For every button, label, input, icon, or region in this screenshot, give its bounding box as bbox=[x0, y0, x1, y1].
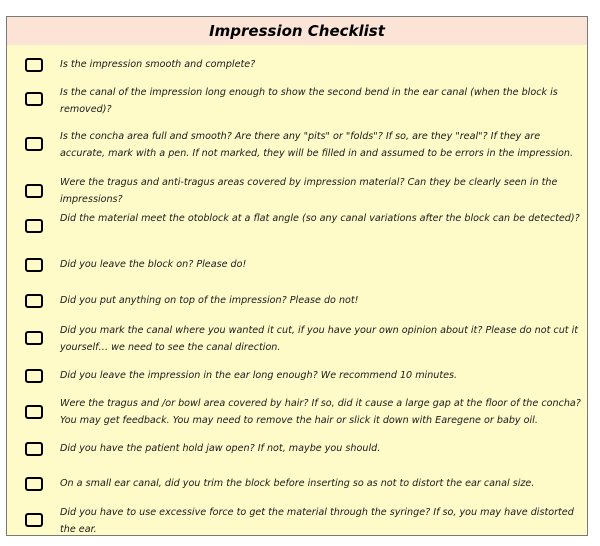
checklist-item-text: Were the tragus and anti-tragus areas covered by impression material? Can they be clearly seen in the impressions? bbox=[60, 177, 558, 205]
checkbox[interactable] bbox=[25, 137, 43, 151]
checklist-item-text: On a small ear canal, did you trim the block before inserting so as not to distort the ear canal size. bbox=[60, 478, 535, 489]
checklist-item-text: Were the tragus and /or bowl area covered by hair? If so, did it cause a large gap at the floor of the concha? You may get feedback. You may need to remove the hair or slick it down with Earegene or baby oil. bbox=[60, 398, 581, 426]
checkbox[interactable] bbox=[25, 442, 43, 456]
checklist-item-text: Did the material meet the otoblock at a flat angle (so any canal variations after the block can be detected)? bbox=[60, 213, 580, 224]
checkbox[interactable] bbox=[25, 58, 43, 72]
checklist-item-text: Did you leave the block on? Please do! bbox=[60, 259, 247, 270]
checkbox[interactable] bbox=[25, 513, 43, 527]
checkbox[interactable] bbox=[25, 369, 43, 383]
checklist-item-text: Is the canal of the impression long enough to show the second bend in the ear canal (when the block is removed)? bbox=[60, 87, 558, 115]
checklist-title: Impression Checklist bbox=[7, 17, 587, 45]
checkbox[interactable] bbox=[25, 258, 43, 272]
checkbox[interactable] bbox=[25, 294, 43, 308]
checkbox[interactable] bbox=[25, 405, 43, 419]
checklist-item-text: Did you have to use excessive force to get the material through the syringe? If so, you may have distorted the ear. bbox=[60, 507, 574, 535]
checklist-item-text: Did you leave the impression in the ear long enough? We recommend 10 minutes. bbox=[60, 370, 458, 381]
checkbox[interactable] bbox=[25, 331, 43, 345]
checkbox[interactable] bbox=[25, 219, 43, 233]
checkbox[interactable] bbox=[25, 92, 43, 106]
checklist-item-text: Did you put anything on top of the impression? Please do not! bbox=[60, 295, 359, 306]
checklist-item-text: Is the concha area full and smooth? Are there any "pits" or "folds"? If so, are they "real"? If they are accurate, mark with a pen. If not marked, they will be filled in and assumed to be errors in the impression. bbox=[60, 131, 573, 159]
checklist-panel bbox=[6, 16, 588, 536]
checklist-item-text: Did you have the patient hold jaw open? If not, maybe you should. bbox=[60, 443, 381, 454]
checklist-item-text: Is the impression smooth and complete? bbox=[60, 59, 256, 70]
checklist-item-text: Did you mark the canal where you wanted it cut, if you have your own opinion about it? Please do not cut it yourself… we need to see the canal direction. bbox=[60, 325, 579, 353]
checkbox[interactable] bbox=[25, 477, 43, 491]
checkbox[interactable] bbox=[25, 184, 43, 198]
